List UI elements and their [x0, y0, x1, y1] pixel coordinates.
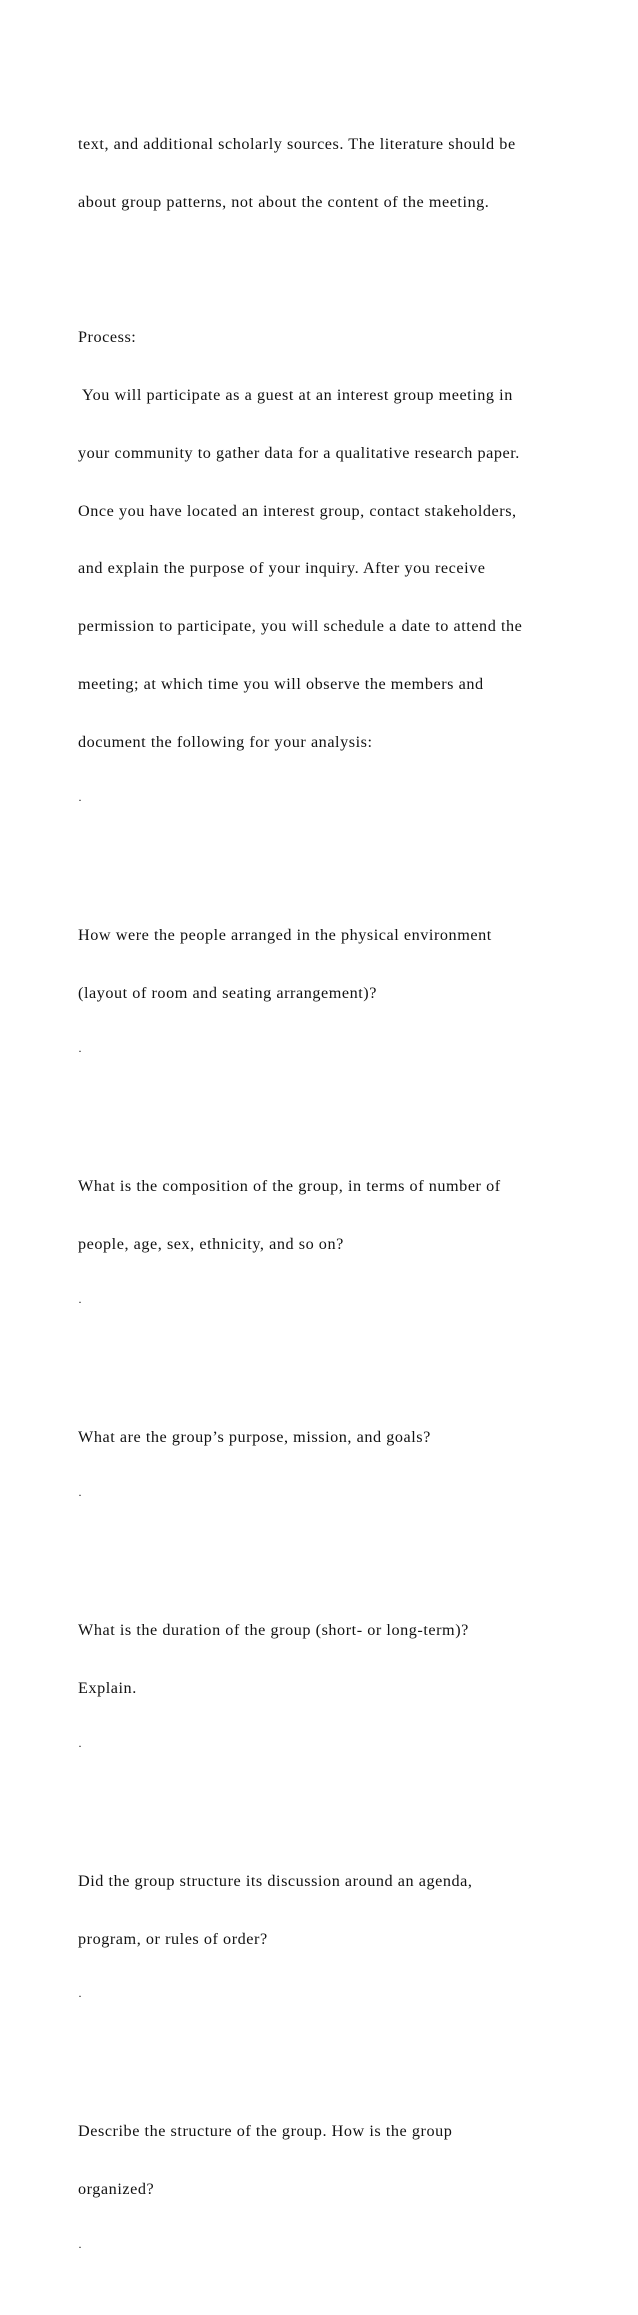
bullet-marker: · — [78, 1487, 83, 1502]
question-3-line-1: What are the group’s purpose, mission, and goals? — [78, 1427, 431, 1446]
process-line-7: document the following for your analysis: — [78, 733, 373, 752]
question-2-line-1: What is the composition of the group, in terms of number of — [78, 1176, 501, 1195]
question-6-line-1: Describe the structure of the group. How is the group — [78, 2122, 453, 2141]
spacer — [78, 2045, 618, 2064]
process-line-1: You will participate as a guest at an interest group meeting in — [78, 385, 513, 404]
question-5-line-1: Did the group structure its discussion around an agenda, — [78, 1871, 473, 1890]
process-line-4: and explain the purpose of your inquiry. After you receive — [78, 559, 486, 578]
question-4-line-1: What is the duration of the group (short- or long-term)? — [78, 1620, 469, 1639]
spacer — [78, 1351, 618, 1370]
bullet-marker: · — [78, 2240, 83, 2255]
question-1-line-2: (layout of room and seating arrangement)? — [78, 983, 377, 1002]
question-4-line-2: Explain. — [78, 1678, 137, 1697]
spacer — [78, 1794, 618, 1813]
intro-line-2: about group patterns, not about the content of the meeting. — [78, 192, 490, 211]
bullet-marker: · — [78, 1738, 83, 1753]
question-6-line-2: organized? — [78, 2180, 155, 2199]
bullet-marker: · — [78, 792, 83, 807]
process-line-2: your community to gather data for a qualitative research paper. — [78, 443, 520, 462]
process-heading: Process: — [78, 327, 137, 346]
question-1-line-1: How were the people arranged in the physical environment — [78, 926, 492, 945]
process-line-3: Once you have located an interest group, contact stakeholders, — [78, 501, 517, 520]
bullet-marker: · — [78, 1294, 83, 1309]
question-5-line-2: program, or rules of order? — [78, 1929, 268, 1948]
spacer — [78, 849, 618, 868]
question-2-line-2: people, age, sex, ethnicity, and so on? — [78, 1234, 344, 1253]
process-line-5: permission to participate, you will schedule a date to attend the — [78, 617, 523, 636]
process-line-6: meeting; at which time you will observe the members and — [78, 675, 484, 694]
spacer — [78, 251, 618, 270]
bullet-marker: · — [78, 1043, 83, 1058]
intro-line-1: text, and additional scholarly sources. The literature should be — [78, 134, 516, 153]
document-body — [78, 77, 618, 2315]
spacer — [78, 1100, 618, 1119]
spacer — [78, 1544, 618, 1563]
bullet-marker: · — [78, 1989, 83, 2004]
